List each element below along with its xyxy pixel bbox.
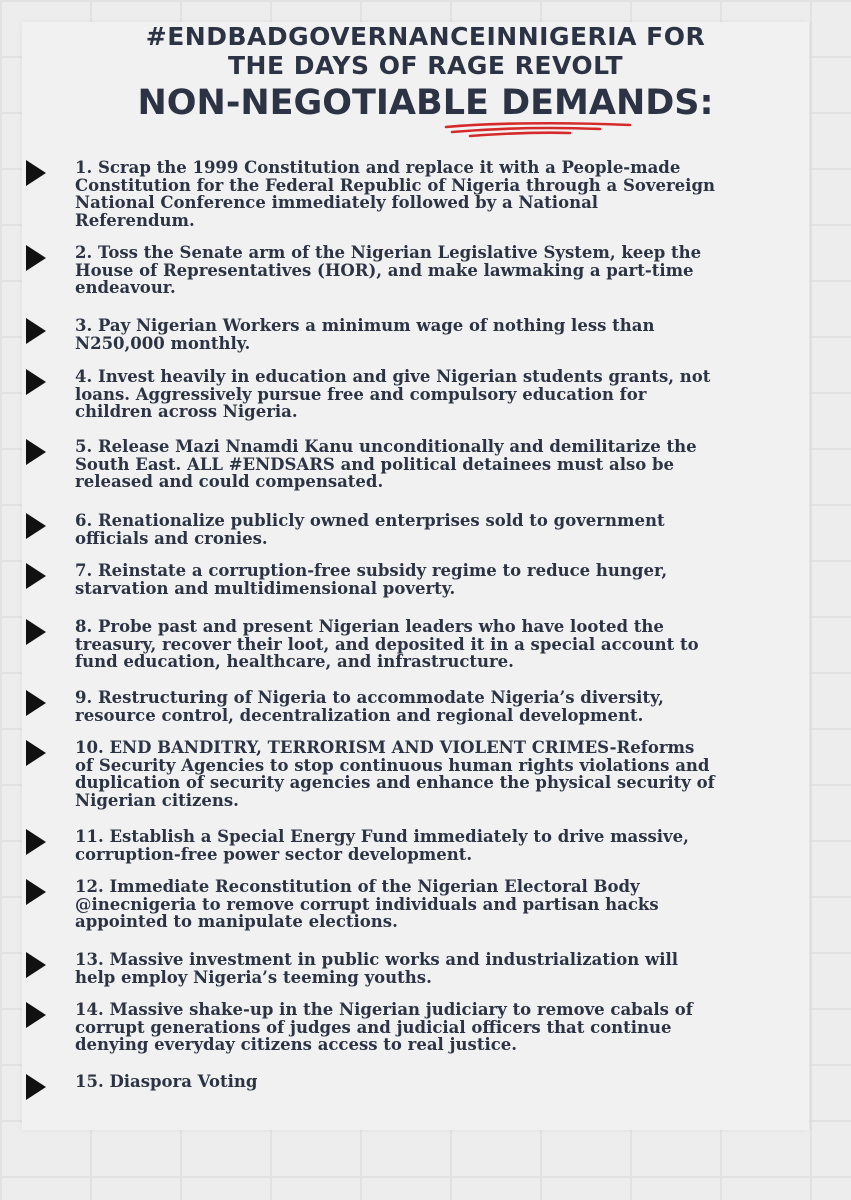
demand-text: 6. Renationalize publicly owned enterprises sold to government officials and cronies. bbox=[75, 511, 665, 548]
arrow-bullet-icon bbox=[26, 619, 46, 645]
arrow-bullet-icon bbox=[26, 879, 46, 905]
arrow-bullet-icon bbox=[26, 1074, 46, 1100]
demand-text: 13. Massive investment in public works and industrialization will help employ Nigeria’s teeming youths. bbox=[75, 950, 679, 987]
demand-text: 11. Establish a Special Energy Fund immediately to drive massive, corruption-free power sector development. bbox=[75, 827, 689, 864]
demand-text: 10. END BANDITRY, TERRORISM AND VIOLENT CRIMES-Reforms of Security Agencies to stop continuous human rights violations and duplication of security agencies and enhance the physical security of Nigerian citizens. bbox=[75, 738, 715, 810]
arrow-bullet-icon bbox=[26, 740, 46, 766]
demand-text: 1. Scrap the 1999 Constitution and replace it with a People-made Constitution for the Federal Republic of Nigeria through a Sovereign National Conference immediately followed by a National Referendum. bbox=[75, 158, 715, 230]
arrow-bullet-icon bbox=[26, 245, 46, 271]
title-hashtag-line: #ENDBADGOVERNANCEINNIGERIA FOR bbox=[145, 22, 706, 51]
arrow-bullet-icon bbox=[26, 160, 46, 186]
title-demands-heading: NON-NEGOTIABLE DEMANDS: bbox=[137, 83, 714, 123]
arrow-bullet-icon bbox=[26, 563, 46, 589]
title-subtitle-line: THE DAYS OF RAGE REVOLT bbox=[227, 51, 624, 80]
demand-text: 7. Reinstate a corruption-free subsidy regime to reduce hunger, starvation and multidimensional poverty. bbox=[75, 561, 668, 598]
demand-text: 8. Probe past and present Nigerian leaders who have looted the treasury, recover their loot, and deposited it in a special account to fund education, healthcare, and infrastructure. bbox=[75, 617, 699, 671]
demand-text: 2. Toss the Senate arm of the Nigerian Legislative System, keep the House of Representatives (HOR), and make lawmaking a part-time endeavour. bbox=[75, 243, 702, 297]
arrow-bullet-icon bbox=[26, 369, 46, 395]
arrow-bullet-icon bbox=[26, 690, 46, 716]
demand-text: 4. Invest heavily in education and give Nigerian students grants, not loans. Aggressively pursue free and compulsory education for children across Nigeria. bbox=[75, 367, 711, 421]
demand-text: 14. Massive shake-up in the Nigerian judiciary to remove cabals of corrupt generations of judges and judicial officers that continue denying everyday citizens access to real justice. bbox=[75, 1000, 693, 1054]
demand-text: 12. Immediate Reconstitution of the Nigerian Electoral Body @inecnigeria to remove corrupt individuals and partisan hacks appointed to manipulate elections. bbox=[75, 877, 659, 931]
arrow-bullet-icon bbox=[26, 829, 46, 855]
arrow-bullet-icon bbox=[26, 952, 46, 978]
demand-text: 3. Pay Nigerian Workers a minimum wage of nothing less than N250,000 monthly. bbox=[75, 316, 655, 353]
demand-text: 15. Diaspora Voting bbox=[75, 1072, 258, 1091]
arrow-bullet-icon bbox=[26, 318, 46, 344]
demand-text: 9. Restructuring of Nigeria to accommodate Nigeria’s diversity, resource control, decentralization and regional development. bbox=[75, 688, 664, 725]
arrow-bullet-icon bbox=[26, 1002, 46, 1028]
arrow-bullet-icon bbox=[26, 513, 46, 539]
arrow-bullet-icon bbox=[26, 439, 46, 465]
red-scribble-underline-icon bbox=[440, 118, 635, 140]
demand-text: 5. Release Mazi Nnamdi Kanu unconditionally and demilitarize the South East. ALL #ENDSARS and political detainees must also be released and could compensated. bbox=[75, 437, 697, 491]
